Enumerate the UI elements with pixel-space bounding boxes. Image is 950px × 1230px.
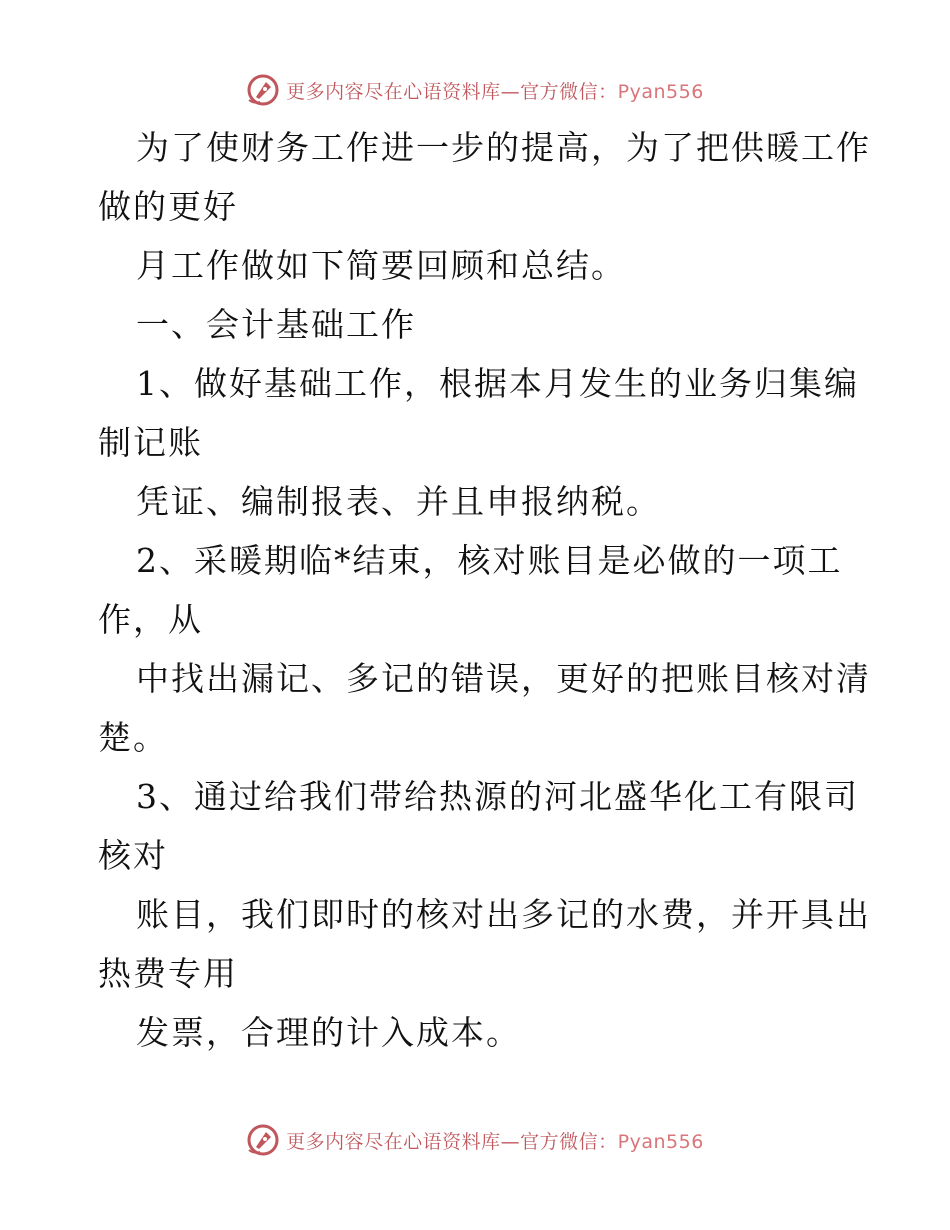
body-line: 账目，我们即时的核对出多记的水费，并开具出 (136, 895, 871, 934)
body-line: 作，从 (98, 600, 203, 639)
body-line: 凭证、编制报表、并且申报纳税。 (136, 482, 661, 521)
pen-nib-circle-icon (246, 73, 280, 107)
footer-wechat-id: Pyan556 (617, 1130, 704, 1153)
body-line: 月工作做如下简要回顾和总结。 (136, 246, 626, 285)
document-body (98, 118, 871, 1062)
body-line: 2、采暖期临*结束，核对账目是必做的一项工 (136, 541, 843, 580)
body-line: 发票，合理的计入成本。 (136, 1013, 521, 1052)
footer-banner (0, 1120, 950, 1160)
body-line: 3、通过给我们带给热源的河北盛华化工有限司 (136, 777, 859, 816)
body-line: 做的更好 (98, 187, 238, 226)
body-line: 热费专用 (98, 954, 238, 993)
header-site-text: 更多内容尽在心语资料库—官方微信：Pyan556 (286, 80, 704, 103)
header-banner (0, 70, 950, 110)
pen-nib-circle-icon (246, 1123, 280, 1157)
body-line: 制记账 (98, 423, 203, 462)
body-line: 楚。 (98, 718, 168, 757)
body-line: 1、做好基础工作，根据本月发生的业务归集编 (136, 364, 859, 403)
body-line: 一、会计基础工作 (136, 305, 416, 344)
body-line: 为了使财务工作进一步的提高，为了把供暖工作 (136, 128, 871, 167)
footer-site-text: 更多内容尽在心语资料库—官方微信：Pyan556 (286, 1130, 704, 1153)
body-line: 核对 (98, 836, 168, 875)
header-wechat-id: Pyan556 (617, 80, 704, 103)
body-line: 中找出漏记、多记的错误，更好的把账目核对清 (136, 659, 871, 698)
